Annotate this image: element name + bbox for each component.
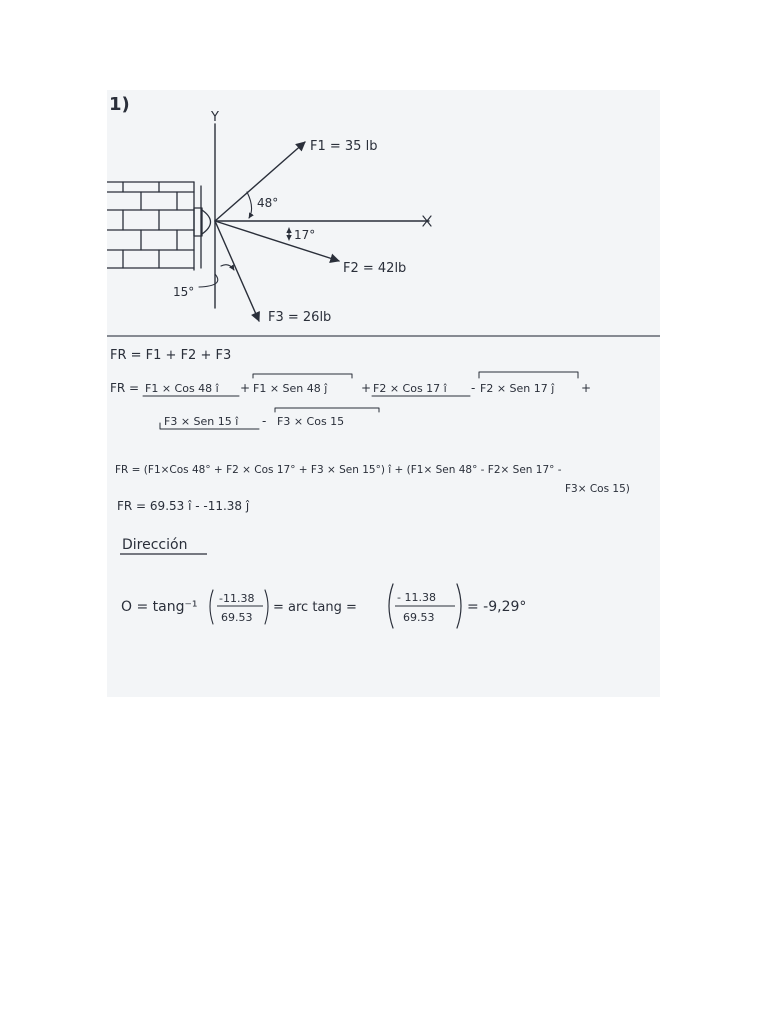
direction-formula	[121, 584, 526, 628]
equation-line-3	[160, 408, 379, 429]
equation-line-4a: FR = (F1×Cos 48° + F2 × Cos 17° + F3 × Sen 15°) î + (F1× Sen 48° - F2× Sen 17° -	[115, 464, 562, 476]
fraction-2-numerator: - 11.38	[397, 591, 436, 604]
force-vectors	[215, 142, 339, 321]
eq2-op-4: +	[581, 381, 592, 395]
equation-line-5: FR = 69.53 î - -11.38 ĵ	[117, 499, 250, 513]
angle-48-label: 48°	[257, 196, 279, 210]
equation-line-1: FR = F1 + F2 + F3	[110, 348, 232, 363]
arc-tang-text: = arc tang =	[273, 600, 357, 615]
eq3-term-5: F3 × Sen 15 î	[164, 415, 239, 428]
f2-label: F2 = 42lb	[343, 261, 407, 276]
angle-15-label: 15°	[173, 285, 195, 299]
handwritten-solution	[107, 90, 660, 697]
f2-vector	[215, 221, 339, 261]
eq2-op-2: +	[361, 381, 372, 395]
theta-lhs: O = tang⁻¹	[121, 599, 198, 615]
problem-number: 1)	[109, 94, 130, 115]
brick-wall	[107, 182, 211, 270]
scanned-sheet	[107, 90, 660, 697]
eq2-op-1: +	[240, 381, 251, 395]
direction-heading: Dirección	[122, 537, 188, 553]
equation-line-4b: F3× Cos 15)	[565, 483, 630, 495]
y-axis-label: Y	[211, 110, 219, 125]
f1-label: F1 = 35 lb	[310, 139, 378, 154]
eq2-term-3: F2 × Cos 17 î	[373, 382, 447, 395]
f3-vector	[215, 221, 259, 321]
direction-result: = -9,29°	[467, 599, 527, 615]
angle-17-label: 17°	[294, 228, 316, 242]
eq2-op-3: -	[471, 381, 476, 395]
fraction-1-numerator: -11.38	[219, 592, 255, 605]
fraction-2-denominator: 69.53	[403, 611, 435, 624]
eq3-term-6: F3 × Cos 15	[277, 415, 345, 428]
eq3-op-5: -	[262, 414, 267, 428]
eq2-term-2: F1 × Sen 48 ĵ	[253, 382, 328, 395]
equation-line-2	[110, 372, 591, 396]
f3-label: F3 = 26lb	[268, 310, 332, 325]
eq2-lhs: FR =	[110, 381, 140, 395]
eq2-term-1: F1 × Cos 48 î	[145, 382, 219, 395]
fraction-1-denominator: 69.53	[221, 611, 253, 624]
eq2-term-4: F2 × Sen 17 ĵ	[480, 382, 555, 395]
